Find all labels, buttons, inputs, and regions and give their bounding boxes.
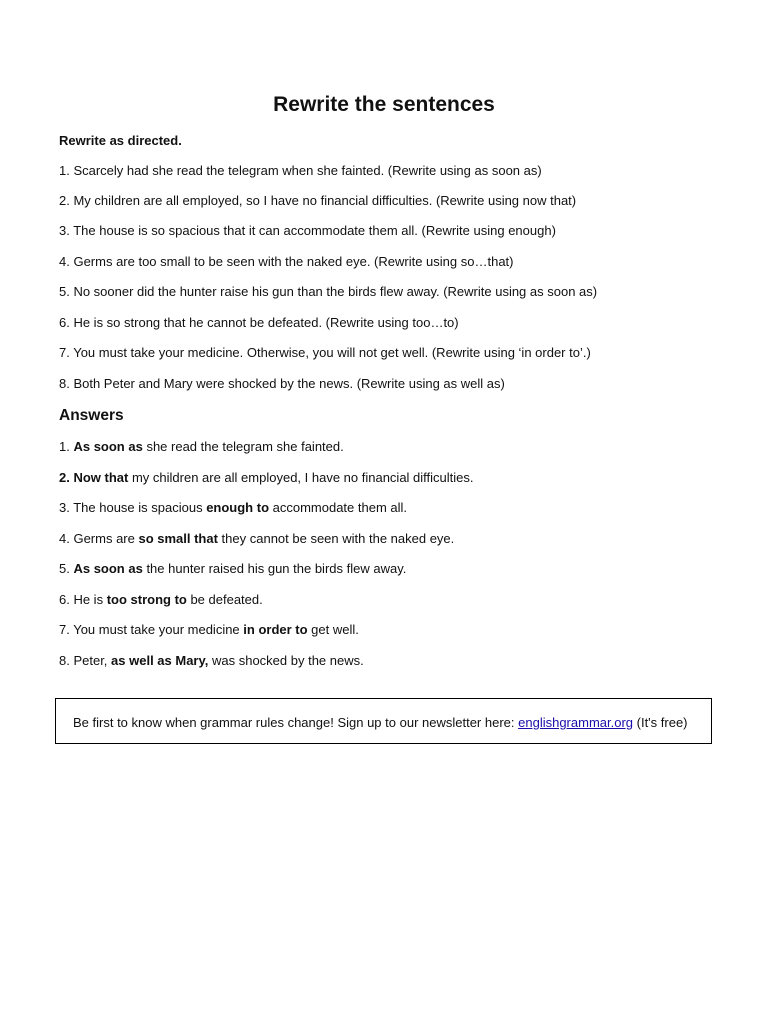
answer-text: they cannot be seen with the naked eye. bbox=[217, 531, 455, 546]
question-item: 8. Both Peter and Mary were shocked by the news. (Rewrite using as well as) bbox=[59, 376, 505, 391]
answer-text: 1. bbox=[59, 439, 74, 454]
answer-item bbox=[59, 499, 407, 516]
answer-text: 5. bbox=[59, 561, 74, 576]
answer-highlight: enough to bbox=[206, 500, 270, 515]
newsletter-link[interactable]: englishgrammar.org bbox=[518, 715, 634, 730]
question-item: 2. My children are all employed, so I have no financial difficulties. (Rewrite using now that) bbox=[59, 193, 577, 208]
answer-text: get well. bbox=[307, 622, 359, 637]
answer-item bbox=[59, 591, 263, 608]
newsletter-suffix: (It's free) bbox=[633, 715, 688, 730]
answer-highlight: As soon as bbox=[73, 561, 143, 576]
answer-text: 7. You must take your medicine bbox=[59, 622, 244, 637]
answer-item bbox=[59, 621, 359, 638]
answer-text: be defeated. bbox=[186, 592, 263, 607]
answer-text: was shocked by the news. bbox=[208, 653, 364, 668]
answer-highlight: As soon as bbox=[73, 439, 143, 454]
answer-item bbox=[59, 652, 364, 669]
answers-heading: Answers bbox=[59, 407, 124, 424]
instruction-text: Rewrite as directed. bbox=[59, 133, 182, 148]
question-item: 4. Germs are too small to be seen with the naked eye. (Rewrite using so…that) bbox=[59, 254, 514, 269]
answer-highlight: in order to bbox=[243, 622, 308, 637]
answer-text: 8. Peter, bbox=[59, 653, 112, 668]
answer-highlight: 2. Now that bbox=[59, 470, 129, 485]
answer-text: she read the telegram she fainted. bbox=[142, 439, 344, 454]
question-item: 6. He is so strong that he cannot be defeated. (Rewrite using too…to) bbox=[59, 315, 459, 330]
question-item: 3. The house is so spacious that it can accommodate them all. (Rewrite using enough) bbox=[59, 223, 556, 238]
answer-item bbox=[59, 560, 406, 577]
answer-text: accommodate them all. bbox=[269, 500, 408, 515]
answer-highlight: so small that bbox=[138, 531, 218, 546]
page-title: Rewrite the sentences bbox=[273, 93, 495, 116]
answer-highlight: as well as Mary, bbox=[111, 653, 209, 668]
question-item: 5. No sooner did the hunter raise his gun than the birds flew away. (Rewrite using as soon as) bbox=[59, 284, 598, 299]
answer-item bbox=[59, 530, 454, 547]
answer-text: the hunter raised his gun the birds flew away. bbox=[142, 561, 407, 576]
newsletter-text bbox=[73, 714, 688, 731]
answer-text: 3. The house is spacious bbox=[59, 500, 207, 515]
answer-text: 6. He is bbox=[59, 592, 107, 607]
answer-item bbox=[59, 438, 344, 455]
answer-item bbox=[59, 469, 474, 486]
newsletter-message: Be first to know when grammar rules change! Sign up to our newsletter here: bbox=[73, 715, 519, 730]
answer-highlight: too strong to bbox=[106, 592, 187, 607]
newsletter-box bbox=[55, 698, 712, 744]
question-item: 1. Scarcely had she read the telegram when she fainted. (Rewrite using as soon as) bbox=[59, 163, 542, 178]
answer-text: my children are all employed, I have no financial difficulties. bbox=[128, 470, 474, 485]
answer-text: 4. Germs are bbox=[59, 531, 139, 546]
question-item: 7. You must take your medicine. Otherwise, you will not get well. (Rewrite using ‘in order to’.) bbox=[59, 345, 591, 360]
